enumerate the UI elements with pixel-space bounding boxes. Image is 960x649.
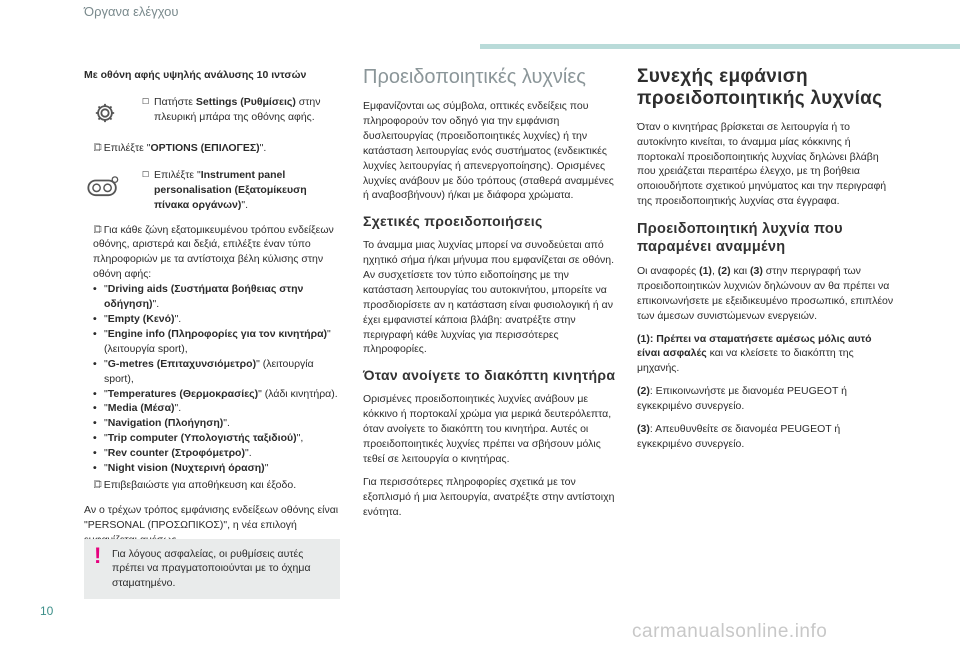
step-bullet-icon: ☐	[142, 169, 150, 179]
column-settings	[84, 68, 342, 556]
option-rest: " (λειτουργία sport),	[104, 357, 314, 385]
settings-gear-icon	[84, 95, 142, 131]
warning-text: Για λόγους ασφαλείας, οι ρυθμίσεις αυτές πρέπει να πραγματοποιούνται με το όχημα σταματημένο.	[112, 548, 311, 589]
step-zones	[84, 223, 342, 283]
dashboard-icon	[86, 175, 120, 197]
note-1	[637, 332, 897, 377]
text: ,	[711, 264, 718, 277]
text: στην περιγραφή των προειδοποιητικών λυχνιών δηλώνουν αν θα πρέπει να επικοινωνήσετε με εξειδικευμένο προσωπικό, επιπλέον των άμεσων συνιστώμενων ενεργειών.	[637, 264, 894, 322]
paragraph: Για περισσότερες πληροφορίες σχετικά με τον εξοπλισμό ή μια λειτουργία, ανατρέξτε στην αντίστοιχη ενότητα.	[363, 475, 615, 518]
step-instrument-panel	[84, 168, 342, 213]
safety-warning-box	[84, 539, 340, 599]
ref-3: (3)	[749, 264, 763, 277]
step-text-bold: Instrument panel personalisation (Εξατομίκευση πίνακα οργάνων)	[154, 168, 307, 211]
option-name: Night vision (Νυχτερινή όραση)	[107, 462, 265, 475]
page-number: 10	[40, 604, 54, 618]
step-options	[84, 141, 342, 156]
text: Οι αναφορές	[637, 264, 700, 277]
option-name: Engine info (Πληροφορίες για τον κινητήρα)	[107, 327, 328, 340]
note-text: και να κλείσετε το διακόπτη της μηχανής.	[637, 347, 854, 375]
instrument-panel-icon	[84, 168, 142, 204]
step-text-prefix: Πατήστε	[154, 95, 196, 108]
option-name: Empty (Κενό)	[107, 312, 175, 325]
step-text-suffix: ".	[259, 141, 267, 154]
list-item: • "Trip computer (Υπολογιστής ταξιδιού)",	[93, 431, 342, 446]
list-item: • "Empty (Κενό)".	[93, 312, 342, 327]
option-rest: ".	[223, 417, 230, 430]
paragraph: Εμφανίζονται ως σύμβολα, οπτικές ενδείξεις που πληροφορούν τον οδηγό για την εμφάνιση δυσλειτουργίας (προειδοποιητικές λυχνίες) ή την κατάσταση λειτουργίας ενός συστήματος (ενδεικτικές λυχνίες λειτουργίας ή απενεργοποίησης). Ορισμένες λυχνίες ανάβουν με δύο τρόπους (σταθερά αναμμένες ή αναβοσβήνουν) ή/και με διάφορα χρώματα.	[363, 100, 614, 202]
exclamation-icon: !	[94, 543, 102, 568]
ref-2: (2)	[637, 385, 650, 398]
list-item: • "G-metres (Επιταχυνσιόμετρο)" (λειτουργία sport),	[93, 357, 342, 387]
section-heading: Όταν ανοίγετε το διακόπτη κινητήρα	[363, 367, 616, 384]
step-settings	[84, 95, 342, 131]
list-item: • "Media (Μέσα)".	[93, 401, 342, 416]
step-text: Για κάθε ζώνη εξατομικευμένου τρόπου ενδείξεων οθόνης, αριστερά και δεξιά, επιλέξτε έναν τύπο πληροφοριών με τα αντίστοιχα βέλη κύλισης στην οθόνη αφής:	[93, 223, 334, 281]
list-item: • "Night vision (Νυχτερινή όραση)"	[93, 461, 342, 476]
option-rest: ".	[244, 447, 252, 460]
note-text: : Επικοινωνήστε με διανομέα PEUGEOT ή εγκεκριμένο συνεργείο.	[637, 385, 847, 413]
note-2	[637, 384, 897, 414]
step-text	[142, 168, 342, 213]
option-name: Rev counter (Στροφόμετρο)	[107, 447, 245, 460]
list-item: • "Navigation (Πλοήγηση)".	[93, 416, 342, 431]
paragraph: Ορισμένες προειδοποιητικές λυχνίες ανάβουν με κόκκινο ή πορτοκαλί χρώμα για μερικά δευτερόλεπτα, όταν ανοίγετε το διακόπτη του κινητήρα. Αυτές οι προειδοποιητικές λυχνίες πρέπει να σβήσουν μόλις τεθεί σε λειτουργία ο κινητήρας.	[363, 393, 612, 465]
gear-icon	[94, 102, 116, 124]
step-bullet-icon: ☐	[94, 479, 102, 489]
section-heading: Σχετικές προειδοποιήσεις	[363, 213, 543, 230]
ref-1: (1)	[699, 264, 712, 277]
option-name: Trip computer (Υπολογιστής ταξιδιού)	[107, 432, 297, 445]
column-warning-lamps	[363, 66, 621, 527]
option-rest: ".	[174, 312, 182, 325]
option-rest: " (λειτουργία sport),	[104, 327, 331, 355]
paragraph	[637, 264, 897, 324]
step-text-prefix: Επιλέξτε "	[103, 141, 151, 154]
step-text	[142, 95, 342, 125]
paragraph: Το άναμμα μιας λυχνίας μπορεί να συνοδεύεται από ηχητικό σήμα ή/και μήνυμα που εμφανίζεται σε οθόνη. Αν συσχετίσετε τον τύπο ειδοποίησης με την κατάσταση λειτουργίας του αυτοκινήτου, μπορείτε να προσδιορίσετε αν η κατάσταση είναι φυσιολογική ή αν έχει εμφανιστεί κάποια βλάβη: ανατρέξτε στην περιγραφή κάθε λυχνίας για περισσότερες πληροφορίες.	[363, 239, 615, 356]
section-title: Προειδοποιητικές λυχνίες	[363, 66, 586, 88]
header-title: Όργανα ελέγχου	[84, 4, 179, 19]
option-rest: ".	[174, 402, 182, 415]
section-heading: Προειδοποιητική λυχνία που παραμένει αναμμένη	[637, 221, 843, 255]
watermark: carmanualsonline.info	[632, 621, 828, 642]
list-item: • "Driving aids (Συστήματα βοήθειας στην οδήγηση)".	[93, 282, 342, 312]
option-rest: ".	[152, 298, 160, 311]
step-text-bold: OPTIONS (ΕΠΙΛΟΓΕΣ)	[150, 141, 260, 154]
note-3	[637, 422, 897, 452]
step-text-prefix: Επιλέξτε "	[154, 168, 201, 181]
text: και	[730, 264, 750, 277]
option-rest: " (λάδι κινητήρα).	[258, 387, 338, 400]
note-bold: : Πρέπει να σταματήσετε αμέσως μόλις αυτό είναι ασφαλές	[637, 332, 872, 360]
step-text: Επιβεβαιώστε για αποθήκευση και έξοδο.	[103, 478, 297, 491]
option-name: Media (Μέσα)	[107, 402, 175, 415]
step-bullet-icon: ☐	[142, 96, 150, 106]
option-name: Driving aids (Συστήματα βοήθειας στην οδήγηση)	[104, 283, 304, 311]
option-name: G-metres (Επιταχυνσιόμετρο)	[107, 357, 257, 370]
note-text: : Απευθυνθείτε σε διανομέα PEUGEOT ή εγκεκριμένο συνεργείο.	[637, 423, 841, 450]
step-bullet-icon: ☐	[94, 224, 102, 234]
list-item: • "Engine info (Πληροφορίες για τον κινητήρα)" (λειτουργία sport),	[93, 327, 342, 357]
option-rest: "	[264, 462, 269, 475]
step-text-suffix: ".	[241, 198, 249, 211]
section-title: Συνεχής εμφάνιση προειδοποιητικής λυχνίας	[637, 66, 883, 109]
ref-1: (1)	[637, 332, 650, 345]
option-name: Temperatures (Θερμοκρασίες)	[107, 387, 259, 400]
step-text-suffix: στην πλευρική μπάρα της οθόνης αφής.	[154, 95, 321, 123]
ref-3: (3)	[637, 423, 650, 436]
ref-2: (2)	[717, 264, 731, 277]
step-confirm	[84, 478, 342, 493]
step-bullet-icon: ☐	[94, 142, 102, 152]
list-item: • "Temperatures (Θερμοκρασίες)" (λάδι κινητήρα).	[93, 387, 342, 402]
section-subheading: Με οθόνη αφής υψηλής ανάλυσης 10 ιντσών	[84, 69, 307, 81]
step-text-bold: Settings (Ρυθμίσεις)	[195, 95, 296, 108]
header-accent-bar	[480, 44, 960, 49]
paragraph: Όταν ο κινητήρας βρίσκεται σε λειτουργία ή το αυτοκίνητο κινείται, το άναμμα μίας κόκκινης ή πορτοκαλί προειδοποιητικής λυχνίας δηλώνει βλάβη που χρειάζεται περαιτέρω έλεγχο, με τη βοήθεια οποιουδήποτε σχετικού μηνύματος και την περιγραφή της προειδοποιητικής λυχνίας στα έγγραφα.	[637, 120, 887, 208]
option-rest: ",	[296, 432, 304, 445]
list-item: • "Rev counter (Στροφόμετρο)".	[93, 446, 342, 461]
column-continuous-lamp	[637, 66, 897, 460]
personal-mode-note: Αν ο τρέχων τρόπος εμφάνισης ενδείξεων οθόνης είναι "PERSONAL (ΠΡΟΣΩΠΙΚΟΣ)", η νέα επιλογή	[84, 503, 339, 531]
option-name: Navigation (Πλοήγηση)	[107, 417, 224, 430]
options-list	[84, 282, 342, 476]
